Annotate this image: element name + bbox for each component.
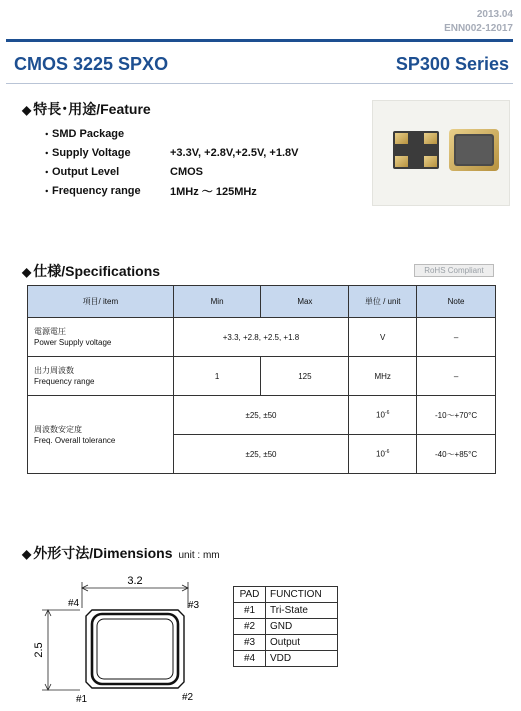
document-code: ENN002-12017 — [444, 23, 513, 34]
crystal-bottom-view — [393, 131, 439, 169]
note-cell: – — [417, 318, 496, 357]
table-header-row — [28, 286, 496, 318]
series-title: SP300 Series — [395, 54, 509, 74]
rohs-badge: RoHS Compliant — [414, 264, 494, 277]
dimensions-heading: ◆ 外形寸法/Dimensions unit : mm — [22, 545, 220, 561]
document-date: 2013.04 — [476, 9, 513, 20]
height-label: 2.5 — [33, 642, 45, 658]
bullet-icon: ･ — [44, 128, 50, 141]
column-header: FUNCTION — [266, 587, 338, 603]
document-meta — [444, 8, 513, 36]
pad-function-table — [233, 586, 338, 667]
column-header: Min — [173, 286, 261, 318]
diamond-bullet-icon: ◆ — [22, 265, 32, 279]
table-row — [28, 357, 496, 396]
feature-item: ･ Frequency range 1MHz ～ 125MHz — [44, 184, 257, 198]
column-header: Note — [417, 286, 496, 318]
dimensions-unit: unit : mm — [178, 550, 220, 561]
bullet-icon: ･ — [44, 147, 50, 160]
value-cell: +3.3, +2.8, +2.5, +1.8 — [173, 318, 349, 357]
pad-4-label: #4 — [68, 598, 80, 609]
unit-cell: $10^{-6}$ — [349, 435, 417, 474]
package-outline — [86, 610, 184, 688]
table-row: #1 Tri-State — [234, 603, 338, 619]
note-cell: – — [417, 357, 496, 396]
header-rule — [6, 39, 513, 42]
column-header: PAD — [234, 587, 266, 603]
diamond-bullet-icon: ◆ — [22, 103, 32, 117]
feature-heading: ◆ 特長･用途/Feature — [22, 101, 151, 117]
value-cell: ±25, ±50 — [173, 435, 349, 474]
pad-2-label: #2 — [182, 692, 194, 703]
table-header-row — [234, 587, 338, 603]
table-row — [28, 396, 496, 435]
feature-item: ･ SMD Package — [44, 127, 125, 141]
item-cell: 電源電圧 Power Supply voltage — [28, 318, 174, 357]
item-cell: 出力周波数 Frequency range — [28, 357, 174, 396]
note-cell: -40～+85°C — [417, 435, 496, 474]
item-cell: 周波数安定度 Freq. Overall tolerance — [28, 396, 174, 474]
min-cell: 1 — [173, 357, 261, 396]
unit-cell: $10^{-6}$ — [349, 396, 417, 435]
unit-cell: V — [349, 318, 417, 357]
table-row: #4 VDD — [234, 651, 338, 667]
table-row — [28, 318, 496, 357]
note-cell: -10～+70°C — [417, 396, 496, 435]
pad-3-label: #3 — [188, 600, 200, 611]
width-label: 3.2 — [127, 575, 143, 587]
column-header: 項目/ item — [28, 286, 174, 318]
crystal-top-view — [449, 129, 499, 171]
bullet-icon: ･ — [44, 185, 50, 198]
title-rule — [6, 83, 513, 84]
diamond-bullet-icon: ◆ — [22, 547, 32, 561]
dimension-drawing — [30, 568, 220, 708]
product-title: CMOS 3225 SPXO — [14, 54, 169, 74]
column-header: 単位 / unit — [349, 286, 417, 318]
feature-list — [44, 124, 298, 200]
column-header: Max — [261, 286, 349, 318]
table-row: #3 Output — [234, 635, 338, 651]
unit-cell: MHz — [349, 357, 417, 396]
title-bar — [14, 54, 509, 80]
product-photo — [372, 100, 510, 206]
specifications-heading: ◆ 仕様/Specifications — [22, 263, 161, 279]
specifications-table — [27, 285, 496, 474]
max-cell: 125 — [261, 357, 349, 396]
pad-1-label: #1 — [76, 694, 88, 705]
feature-item: ･ Output Level CMOS — [44, 165, 203, 179]
bullet-icon: ･ — [44, 166, 50, 179]
height-dimension — [42, 610, 80, 690]
table-row: #2 GND — [234, 619, 338, 635]
value-cell: ±25, ±50 — [173, 396, 349, 435]
feature-item: ･ Supply Voltage +3.3V, +2.8V,+2.5V, +1.8V — [44, 146, 299, 160]
